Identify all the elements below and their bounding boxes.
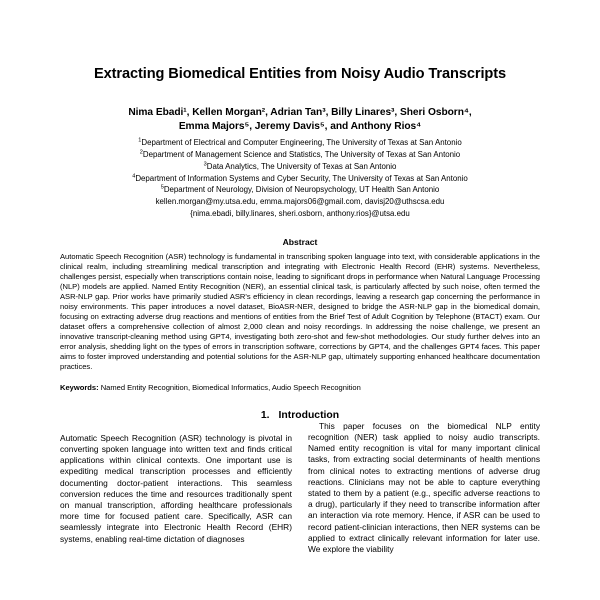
affiliation-marker: 3 — [203, 161, 207, 168]
affiliation-text: Department of Neurology, Division of Neuropsychology, UT Health San Antonio — [163, 185, 440, 195]
affiliation-item — [60, 184, 540, 196]
body-columns — [60, 421, 540, 583]
affiliation-list — [60, 134, 540, 195]
keywords-label: Keywords: — [60, 382, 99, 392]
abstract-body: Automatic Speech Recognition (ASR) technology is fundamental in transcribing spoken language into text, with considerable applications in the clinical realm, including streamlining medical transcription and integrating with Electronic Health Record (EHR) systems. Nevertheless, challenges persist, especially when transcriptions contain noise, leading to significant drops in performance when Natural Language Processing (NLP) models are applied. Named Entity Recognition (NER), an essential clinical task, is particularly affected by such noise, often termed the ASR-NLP gap. Prior works have primarily studied ASR's efficiency in clean recordings, leaving a research gap concerning the performance in noisy environments. This paper introduces a novel dataset, BioASR-NER, designed to bridge the ASR-NLP gap in the biomedical domain, focusing on extracting adverse drug reactions and mentions of entities from the Brief Test of Adult Cognition by Telephone (BTACT) exam. Our dataset offers a comprehensive collection of almost 2,000 clean and noisy recordings. In addressing the noise challenge, we present an innovative transcript-cleaning method using GPT4, investigating both zero-shot and few-shot methodologies. Our study further delves into an error analysis, shedding light on the types of errors in transcription software, corrections by GPT4, and the challenges GPT4 faces. This paper aims to foster improved understanding and potential solutions for the ASR-NLP gap, ultimately supporting enhanced healthcare documentation practices. — [60, 252, 540, 371]
affiliation-text: Department of Electrical and Computer Engineering, The University of Texas at San Antonio — [141, 138, 462, 148]
affiliation-marker: 2 — [139, 149, 143, 156]
paragraph-intro-right: This paper focuses on the biomedical NLP entity recognition (NER) task applied to noisy audio transcripts. Named entity recognition is vital for many important clinical tasks, from extracting social determinants of health mentions from clinical notes to extracting mentions of adverse drug reactions. Clinicians may not be able to capture everything stated to them by a patient (e.g., specific adverse reactions to a drug), particularly if they need to transcribe information after an interaction via rote memory. Hence, if ASR can be used to record patient-clinician interactions, then NER systems can be applied to extract clinically relevant information for later use. We explore the viability — [308, 420, 540, 555]
affiliation-text: Department of Information Systems and Cyber Security, The University of Texas at San Antonio — [135, 173, 468, 183]
email-line[interactable]: kellen.morgan@my.utsa.edu, emma.majors06@gmail.com, davisj20@uthscsa.edu — [155, 196, 445, 206]
section-title: Introduction — [278, 409, 340, 421]
affiliation-marker: 1 — [138, 137, 142, 144]
affiliation-text: Data Analytics, The University of Texas at San Antonio — [206, 161, 397, 171]
section-number: 1. — [260, 409, 270, 421]
affiliation-marker: 5 — [160, 184, 164, 191]
author-list — [60, 84, 540, 135]
keywords — [60, 372, 540, 393]
column-right — [308, 421, 540, 583]
affiliation-item — [60, 137, 540, 149]
column-left — [60, 421, 292, 583]
author-line-1: Nima Ebadi¹, Kellen Morgan², Adrian Tan³, Billy Linares³, Sheri Osborn⁴, — [128, 106, 472, 118]
keywords-value: Named Entity Recognition, Biomedical Informatics, Audio Speech Recognition — [100, 382, 361, 392]
affiliation-text: Department of Management Science and Statistics, The University of Texas at San Antonio — [142, 150, 461, 160]
section-heading-introduction — [60, 393, 540, 421]
paragraph-intro-left: Automatic Speech Recognition (ASR) technology is pivotal in converting spoken language into written text and finds critical applications within clinical contexts. One important use is expediting medical transcription processes and efficiently documenting doctor-patient interactions. This seamless conversion reduces the time and resources traditionally spent on manual transcription, affording healthcare professionals more time for focused patient care. Specifically, ASR can seamlessly integrate into Electronic Health Record (EHR) systems, enabling real-time dictation of diagnoses — [60, 432, 292, 544]
abstract-heading: Abstract — [282, 237, 318, 248]
email-line[interactable]: {nima.ebadi, billy.linares, sheri.osborn, anthony.rios}@utsa.edu — [190, 208, 410, 218]
affiliation-item — [60, 173, 540, 185]
author-line-2: Emma Majors⁵, Jeremy Davis⁵, and Anthony Rios⁴ — [178, 120, 422, 132]
affiliation-item — [60, 149, 540, 161]
page-title: Extracting Biomedical Entities from Noisy Audio Transcripts — [93, 66, 506, 82]
affiliation-marker: 4 — [132, 172, 136, 179]
affiliation-item — [60, 161, 540, 173]
email-list — [60, 196, 540, 219]
